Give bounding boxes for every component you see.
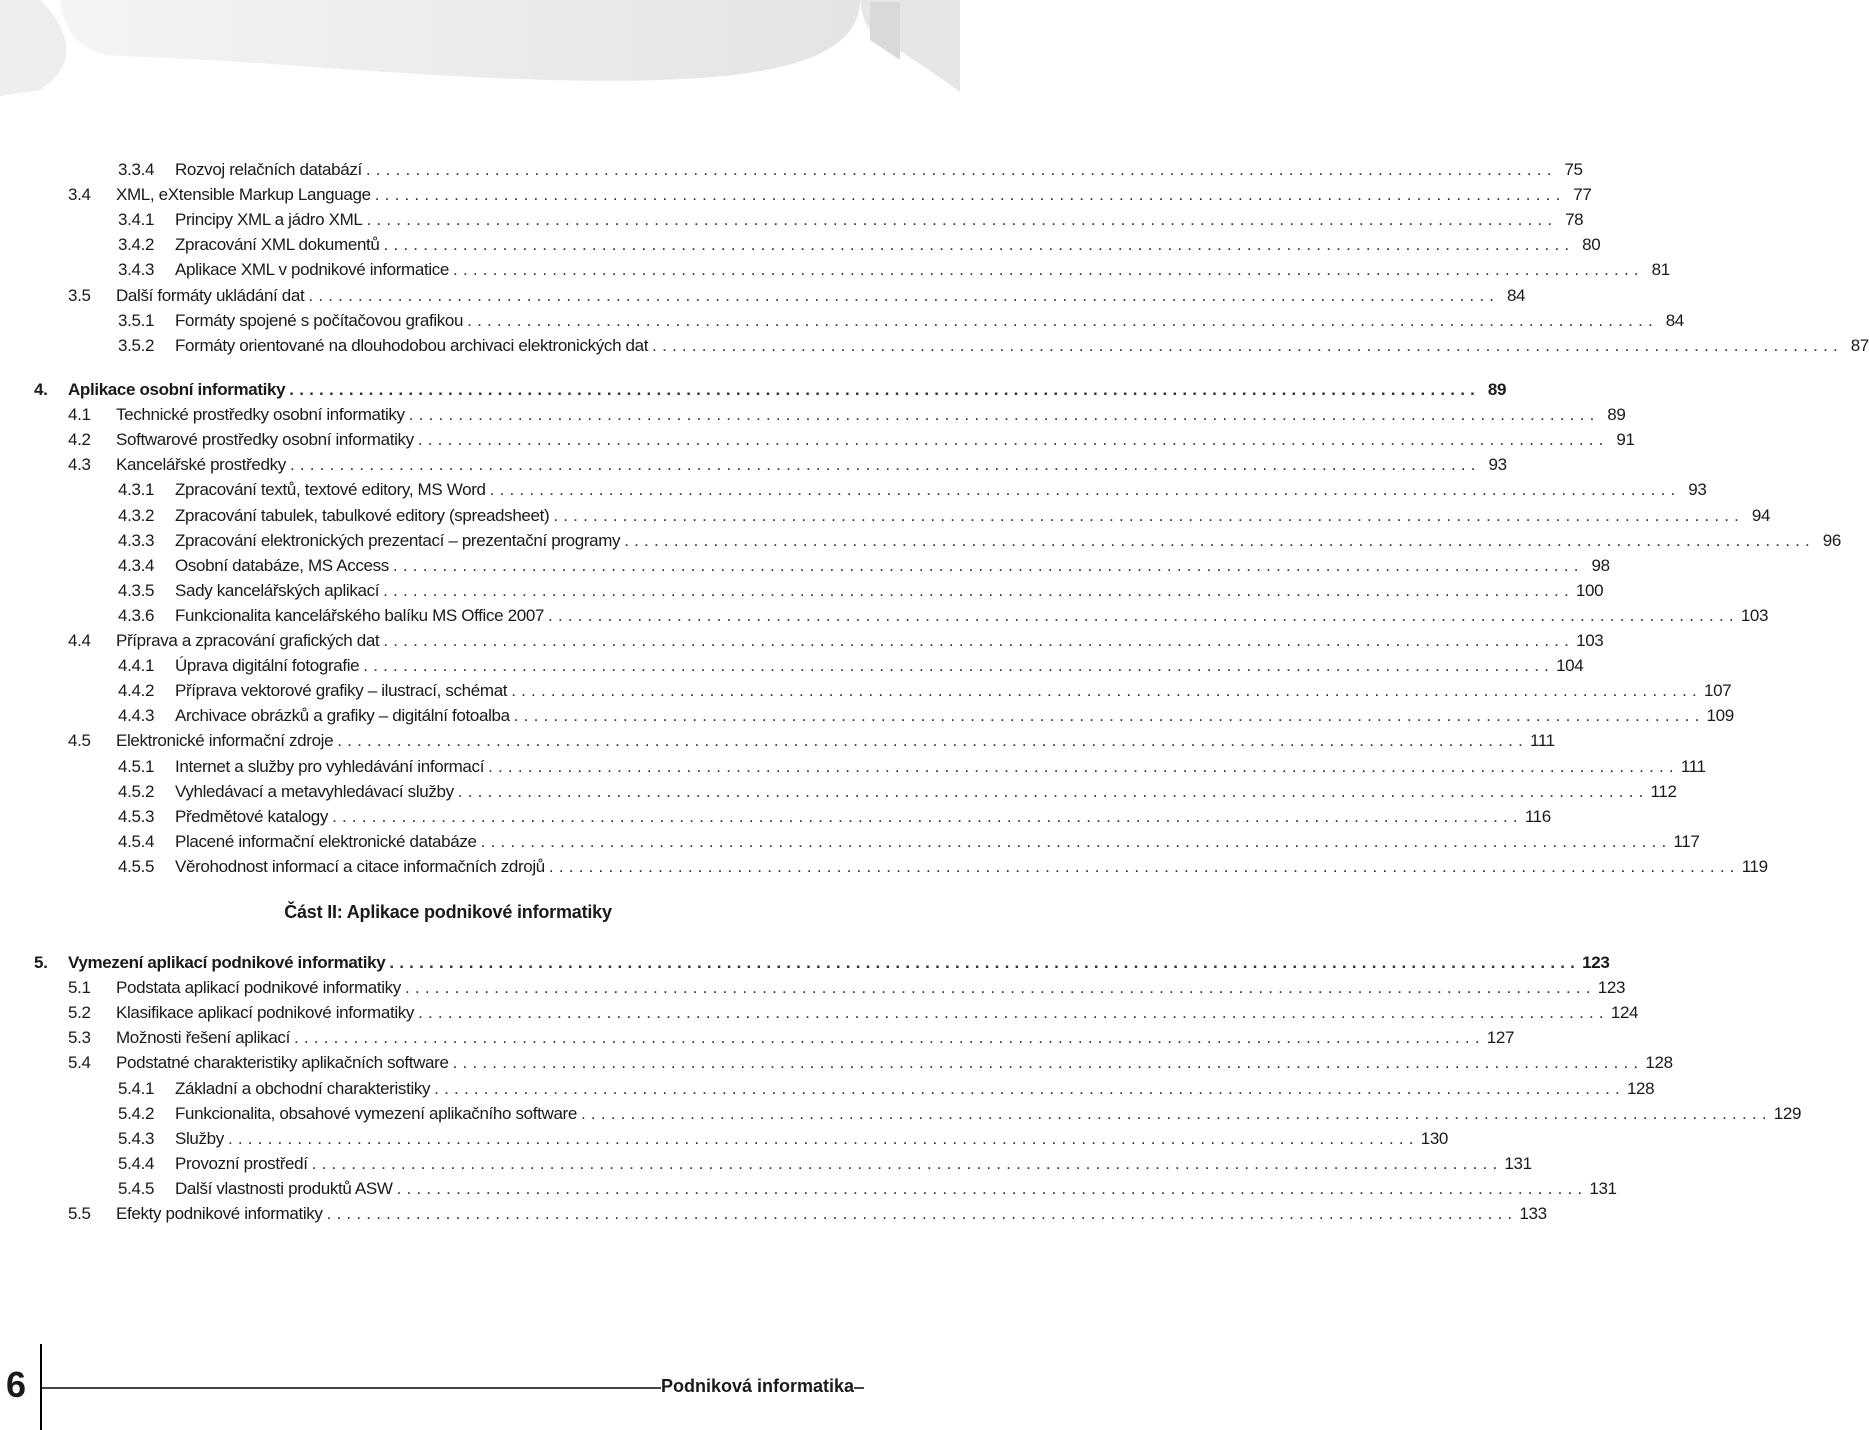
toc-entry-number: 5.2 xyxy=(68,1003,91,1023)
toc-entry-page: 119 xyxy=(1741,856,1768,876)
toc-dot-leader: ........................................................................................................................ xyxy=(548,605,1739,625)
toc-entry[interactable] xyxy=(0,553,1610,578)
toc-entry[interactable] xyxy=(0,232,1601,257)
toc-entry-title: Základní a obchodní charakteristiky xyxy=(175,1078,431,1098)
toc-entry-page: 116 xyxy=(1524,806,1551,826)
toc-entry-title: Funkcionalita, obsahové vymezení aplikačního software xyxy=(175,1103,577,1123)
toc-entry-number: 3.5 xyxy=(68,285,91,305)
toc-dot-leader: ........................................................................................................................ xyxy=(511,681,1702,701)
toc-entry[interactable] xyxy=(0,653,1584,678)
toc-entry-title: Služby xyxy=(175,1128,224,1148)
toc-entry-title: Archivace obrázků a grafiky – digitální fotoalba xyxy=(175,706,510,726)
toc-entry[interactable] xyxy=(0,578,1604,603)
toc-entry-page: 94 xyxy=(1751,505,1771,525)
toc-entry[interactable] xyxy=(0,427,1635,452)
toc-entry-page: 131 xyxy=(1589,1178,1617,1198)
toc-entry[interactable] xyxy=(0,975,1626,1000)
toc-entry-page: 80 xyxy=(1582,235,1601,255)
toc-dot-leader: ........................................................................................................................ xyxy=(337,731,1528,751)
toc-entry[interactable] xyxy=(0,452,1507,477)
toc-entry-page: 89 xyxy=(1607,405,1626,425)
toc-entry-number: 5.4 xyxy=(68,1053,91,1073)
toc-entry-number: 4.4.3 xyxy=(118,706,155,726)
toc-entry-number: 4.5.4 xyxy=(118,831,155,851)
toc-entry-page: 78 xyxy=(1565,210,1584,230)
toc-dot-leader: ........................................................................................................................ xyxy=(289,455,1481,475)
toc-dot-leader: ........................................................................................................................ xyxy=(418,1003,1609,1023)
toc-dot-leader: ........................................................................................................................ xyxy=(624,530,1815,550)
toc-entry-title: Efekty podnikové informatiky xyxy=(116,1204,323,1223)
toc-entry-number: 5.4.4 xyxy=(118,1153,155,1173)
toc-entry-title: Funkcionalita kancelářského balíku MS Office 2007 xyxy=(175,605,545,625)
toc-entry-number: 3.5.1 xyxy=(118,310,155,330)
toc-entry-number: 4.4.1 xyxy=(118,656,155,676)
toc-entry-number: 3.4.1 xyxy=(118,210,155,230)
toc-entry-title: Zpracování elektronických prezentací – prezentační programy xyxy=(175,530,621,550)
toc-entry[interactable] xyxy=(0,207,1584,232)
toc-entry-title: Placené informační elektronické databáze xyxy=(175,831,477,851)
toc-entry-number: 4.5.5 xyxy=(118,856,155,876)
toc-dot-leader: ........................................................................................................................ xyxy=(434,1078,1625,1098)
toc-entry-title: Další formáty ukládání dat xyxy=(116,285,305,305)
toc-entry-title: Další vlastnosti produktů ASW xyxy=(175,1178,393,1198)
toc-entry-number: 5.4.5 xyxy=(118,1178,155,1198)
toc-entry-number: 3.4 xyxy=(68,185,91,205)
toc-entry-title: Technické prostředky osobní informatiky xyxy=(116,405,405,425)
toc-dot-leader: ........................................................................................................................ xyxy=(389,953,1581,972)
toc-entry-title: Formáty orientované na dlouhodobou archivaci elektronických dat xyxy=(175,335,649,355)
toc-entry[interactable] xyxy=(0,308,1684,333)
toc-entry-number: 4. xyxy=(34,380,48,399)
toc-entry[interactable] xyxy=(0,728,1555,753)
toc-entry-title: Vyhledávací a metavyhledávací služby xyxy=(175,781,454,801)
toc-entry-number: 4.4 xyxy=(68,631,91,650)
toc-entry-number: 3.4.3 xyxy=(118,260,155,280)
toc-entry-page: 123 xyxy=(1582,953,1610,972)
toc-entry-number: 4.5 xyxy=(68,731,91,751)
toc-entry-page: 89 xyxy=(1487,380,1507,399)
toc-entry-page: 84 xyxy=(1665,310,1684,330)
toc-entry-title: Aplikace XML v podnikové informatice xyxy=(175,260,450,280)
toc-entry-page: 111 xyxy=(1530,731,1555,751)
toc-dot-leader: ........................................................................................................................ xyxy=(365,160,1557,179)
toc-entry-page: 112 xyxy=(1650,781,1677,801)
toc-entry-title: Klasifikace aplikací podnikové informatiky xyxy=(116,1003,415,1023)
toc-entry-page: 93 xyxy=(1688,480,1707,500)
toc-dot-leader: ........................................................................................................................ xyxy=(580,1103,1772,1123)
toc-entry-title: Zpracování textů, textové editory, MS Word xyxy=(175,480,486,500)
toc-dot-leader: ........................................................................................................................ xyxy=(227,1128,1419,1148)
toc-dot-leader: ........................................................................................................................ xyxy=(489,480,1681,500)
toc-entry-number: 4.1 xyxy=(68,405,91,425)
toc-entry[interactable] xyxy=(0,854,1768,879)
toc-entry-page: 104 xyxy=(1556,656,1584,676)
toc-dot-leader: ........................................................................................................................ xyxy=(652,335,1843,355)
toc-entry-title: Příprava vektorové grafiky – ilustrací, schémat xyxy=(175,681,508,701)
toc-entry-number: 3.4.2 xyxy=(118,235,155,255)
toc-entry-page: 81 xyxy=(1651,260,1670,280)
toc-entry-title: Aplikace osobní informatiky xyxy=(68,380,286,399)
toc-entry[interactable] xyxy=(0,1025,1515,1050)
toc-entry-page: 133 xyxy=(1519,1204,1547,1223)
toc-dot-leader: ........................................................................................................................ xyxy=(383,631,1575,650)
toc-entry-title: Zpracování tabulek, tabulkové editory (spreadsheet) xyxy=(175,505,550,525)
toc-entry-number: 4.4.2 xyxy=(118,681,155,701)
toc-entry-page: 103 xyxy=(1740,605,1769,625)
toc-entry[interactable] xyxy=(0,182,1592,207)
toc-entry[interactable] xyxy=(0,283,1526,308)
toc-dot-leader: ........................................................................................................................ xyxy=(417,430,1609,450)
toc-entry[interactable] xyxy=(0,333,1869,358)
toc-dot-leader: ........................................................................................................................ xyxy=(396,1178,1588,1198)
toc-entry-page: 130 xyxy=(1420,1128,1449,1148)
toc-dot-leader: ........................................................................................................................ xyxy=(308,285,1500,305)
toc-entry-title: Osobní databáze, MS Access xyxy=(175,555,389,575)
toc-entry[interactable] xyxy=(0,703,1734,728)
toc-entry-page: 75 xyxy=(1564,160,1583,179)
toc-entry-page: 128 xyxy=(1626,1078,1655,1098)
toc-dot-leader: ........................................................................................................................ xyxy=(488,756,1679,776)
toc-entry-number: 4.5.3 xyxy=(118,806,155,826)
toc-dot-leader: ........................................................................................................................ xyxy=(293,1028,1485,1048)
toc-entry-number: 4.5.1 xyxy=(118,756,155,776)
toc-entry-number: 5.3 xyxy=(68,1028,91,1048)
toc-entry-number: 4.5.2 xyxy=(118,781,155,801)
toc-entry-title: Internet a služby pro vyhledávání informací xyxy=(175,756,485,776)
part-heading xyxy=(0,902,960,923)
toc-entry-page: 84 xyxy=(1506,285,1526,305)
book-title: Podniková informatika xyxy=(661,1372,854,1400)
toc-entry[interactable] xyxy=(0,950,1610,975)
toc-entry-title: Softwarové prostředky osobní informatiky xyxy=(116,430,414,450)
toc-dot-leader: ........................................................................................................................ xyxy=(457,781,1649,801)
toc-entry[interactable] xyxy=(0,477,1707,502)
toc-entry[interactable] xyxy=(0,754,1706,779)
toc-entry-title: Sady kancelářských aplikací xyxy=(175,580,380,600)
toc-entry[interactable] xyxy=(0,1151,1532,1176)
toc-entry-page: 109 xyxy=(1706,706,1734,726)
toc-entry-page: 127 xyxy=(1486,1028,1515,1048)
toc-entry-title: Podstatné charakteristiky aplikačních software xyxy=(116,1053,449,1073)
toc-entry-number: 4.3.2 xyxy=(118,505,155,525)
toc-entry-title: Podstata aplikací podnikové informatiky xyxy=(116,978,401,998)
toc-dot-leader: ........................................................................................................................ xyxy=(452,1053,1644,1073)
toc-entry-page: 129 xyxy=(1773,1103,1802,1123)
toc-entry-page: 131 xyxy=(1504,1153,1532,1173)
toc-entry-page: 128 xyxy=(1645,1053,1673,1073)
toc-entry-title: Elektronické informační zdroje xyxy=(116,731,334,751)
toc-dot-leader: ........................................................................................................................ xyxy=(363,656,1555,676)
toc-entry[interactable] xyxy=(0,1101,1802,1126)
toc-entry-number: 5.5 xyxy=(68,1204,91,1223)
toc-entry[interactable] xyxy=(0,1176,1617,1201)
toc-entry-title: Možnosti řešení aplikací xyxy=(116,1028,290,1048)
toc-entry-page: 123 xyxy=(1597,978,1626,998)
toc-dot-leader: ........................................................................................................................ xyxy=(326,1204,1518,1223)
toc-entry-page: 117 xyxy=(1673,831,1700,851)
toc-entry-page: 91 xyxy=(1616,430,1635,450)
toc-entry-page: 93 xyxy=(1488,455,1507,475)
page-number: 6 xyxy=(5,1364,27,1405)
toc-entry-page: 77 xyxy=(1573,185,1592,205)
toc-entry-number: 4.3.3 xyxy=(118,530,155,550)
toc-dot-leader: ........................................................................................................................ xyxy=(392,555,1584,575)
toc-entry[interactable] xyxy=(0,1201,1547,1226)
toc-dot-leader: ........................................................................................................................ xyxy=(289,380,1481,399)
toc-entry-number: 3.5.2 xyxy=(118,335,155,355)
toc-entry[interactable] xyxy=(0,157,1583,182)
toc-entry[interactable] xyxy=(0,377,1507,402)
toc-entry-title: Úprava digitální fotografie xyxy=(175,656,360,676)
toc-entry[interactable] xyxy=(0,628,1604,653)
toc-dot-leader: ........................................................................................................................ xyxy=(548,856,1740,876)
toc-dot-leader: ........................................................................................................................ xyxy=(553,505,1745,525)
toc-entry-title: XML, eXtensible Markup Language xyxy=(116,185,371,205)
toc-entry-number: 5.4.3 xyxy=(118,1128,155,1148)
toc-dot-leader: ........................................................................................................................ xyxy=(366,210,1558,230)
toc-dot-leader: ........................................................................................................................ xyxy=(404,978,1596,998)
toc-entry[interactable] xyxy=(0,1000,1639,1025)
toc-entry[interactable] xyxy=(0,829,1700,854)
toc-entry-number: 4.3 xyxy=(68,455,91,475)
toc-entry-page: 111 xyxy=(1680,756,1706,776)
toc-entry[interactable] xyxy=(0,804,1551,829)
toc-entry-number: 3.3.4 xyxy=(118,160,155,179)
toc-entry-title: Principy XML a jádro XML xyxy=(175,210,363,230)
toc-dot-leader: ........................................................................................................................ xyxy=(408,405,1600,425)
toc-dot-leader: ........................................................................................................................ xyxy=(513,706,1705,726)
toc-entry-number: 5.1 xyxy=(68,978,91,998)
toc-entry[interactable] xyxy=(0,1050,1673,1075)
toc-entry[interactable] xyxy=(0,402,1626,427)
toc-entry-number: 4.2 xyxy=(68,430,91,450)
toc-dot-leader: ........................................................................................................................ xyxy=(467,310,1658,330)
part-heading-text: Část II: Aplikace podnikové informatiky xyxy=(284,902,612,922)
toc-entry-page: 96 xyxy=(1822,530,1841,550)
toc-entry-number: 4.3.5 xyxy=(118,580,155,600)
toc-entry[interactable] xyxy=(0,528,1841,553)
toc-entry[interactable] xyxy=(0,779,1677,804)
toc-dot-leader: ........................................................................................................................ xyxy=(374,185,1566,205)
toc-entry[interactable] xyxy=(0,1076,1655,1101)
toc-dot-leader: ........................................................................................................................ xyxy=(453,260,1644,280)
toc-entry-title: Zpracování XML dokumentů xyxy=(175,235,380,255)
toc-entry-title: Provozní prostředí xyxy=(175,1153,308,1173)
toc-entry-number: 5.4.2 xyxy=(118,1103,155,1123)
toc-entry-number: 4.3.4 xyxy=(118,555,155,575)
footer-separator xyxy=(40,1344,42,1430)
toc-entry[interactable] xyxy=(0,678,1732,703)
toc-entry-page: 87 xyxy=(1850,335,1869,355)
toc-dot-leader: ........................................................................................................................ xyxy=(480,831,1672,851)
toc-entry-page: 103 xyxy=(1576,631,1604,650)
toc-entry-number: 5.4.1 xyxy=(118,1078,155,1098)
toc-entry-title: Předmětové katalogy xyxy=(175,806,329,826)
toc-entry-title: Věrohodnost informací a citace informačních zdrojů xyxy=(175,856,545,876)
toc-entry-page: 98 xyxy=(1591,555,1610,575)
toc-entry-page: 100 xyxy=(1575,580,1604,600)
toc-entry[interactable] xyxy=(0,1126,1449,1151)
toc-entry[interactable] xyxy=(0,257,1670,282)
toc-entry[interactable] xyxy=(0,503,1771,528)
toc-entry-title: Příprava a zpracování grafických dat xyxy=(116,631,380,650)
toc-entry-title: Formáty spojené s počítačovou grafikou xyxy=(175,310,464,330)
toc-entry-page: 124 xyxy=(1610,1003,1639,1023)
toc-entry-title: Vymezení aplikací podnikové informatiky xyxy=(68,953,386,972)
toc-entry[interactable] xyxy=(0,603,1769,628)
toc-entry-title: Rozvoj relačních databází xyxy=(175,160,362,179)
toc-entry-page: 107 xyxy=(1703,681,1732,701)
toc-dot-leader: ........................................................................................................................ xyxy=(332,806,1523,826)
toc-dot-leader: ........................................................................................................................ xyxy=(311,1153,1503,1173)
toc-dot-leader: ........................................................................................................................ xyxy=(383,235,1575,255)
toc-entry-title: Kancelářské prostředky xyxy=(116,455,286,475)
toc-entry-number: 4.3.6 xyxy=(118,605,155,625)
toc-dot-leader: ........................................................................................................................ xyxy=(383,580,1574,600)
toc-entry-number: 5. xyxy=(34,953,48,972)
toc-entry-number: 4.3.1 xyxy=(118,480,155,500)
